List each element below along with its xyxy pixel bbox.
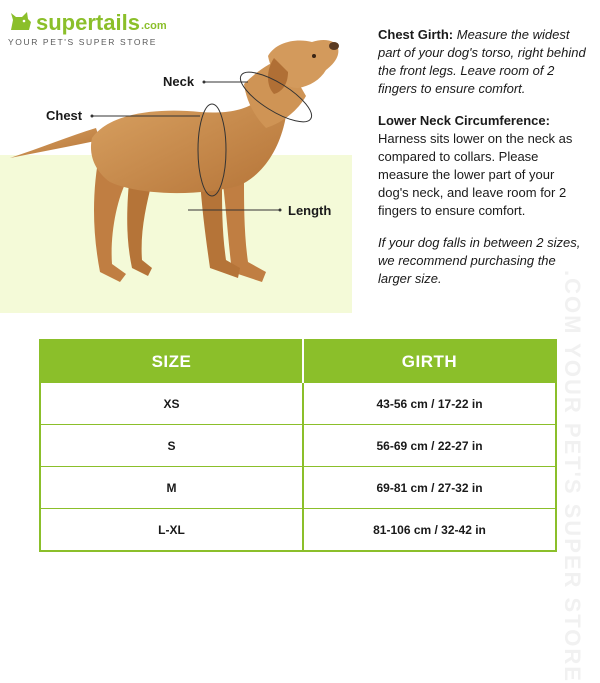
length-label: Length bbox=[288, 203, 332, 218]
chest-girth-text: Measure the widest part of your dog's torso, right behind the front legs. Leave room of 2 fingers to ensure comfort. bbox=[378, 27, 586, 96]
size-cell: M bbox=[40, 467, 303, 509]
chest-label: Chest bbox=[46, 108, 83, 123]
size-note-text: If your dog falls in between 2 sizes, we recommend purchasing the larger size. bbox=[378, 235, 581, 286]
table-row bbox=[40, 467, 556, 509]
neck-text: Harness sits lower on the neck as compared to collars. Please measure the lower part of your dog's neck, and leave room for 2 fingers to ensure comfort. bbox=[378, 131, 573, 218]
chest-girth-title: Chest Girth: bbox=[378, 27, 454, 42]
neck-label: Neck bbox=[163, 74, 195, 89]
girth-column-header: GIRTH bbox=[303, 340, 556, 383]
size-cell: XS bbox=[40, 383, 303, 425]
size-column-header: SIZE bbox=[40, 340, 303, 383]
dog-illustration bbox=[0, 0, 360, 320]
dog-tail bbox=[10, 128, 100, 158]
logo-tagline: YOUR PET'S SUPER STORE bbox=[8, 37, 158, 47]
table-row bbox=[40, 425, 556, 467]
girth-cell: 69-81 cm / 27-32 in bbox=[303, 467, 556, 509]
watermark: .COM YOUR PET'S SUPER STORE bbox=[560, 270, 585, 683]
girth-cell: 56-69 cm / 22-27 in bbox=[303, 425, 556, 467]
size-chart-table bbox=[39, 339, 557, 552]
neck-title: Lower Neck Circumference: bbox=[378, 113, 550, 128]
measurement-instructions bbox=[378, 26, 586, 302]
size-cell: S bbox=[40, 425, 303, 467]
size-cell: L-XL bbox=[40, 509, 303, 552]
table-row bbox=[40, 383, 556, 425]
logo-domain: .com bbox=[140, 20, 167, 32]
table-header-row bbox=[40, 340, 556, 383]
logo-wordmark: supertails bbox=[36, 10, 140, 35]
chest-girth-instruction bbox=[378, 26, 586, 98]
neck-instruction bbox=[378, 112, 586, 220]
girth-cell: 81-106 cm / 32-42 in bbox=[373, 522, 486, 537]
girth-cell: 43-56 cm / 17-22 in bbox=[303, 383, 556, 425]
table-row bbox=[40, 509, 556, 552]
size-note bbox=[378, 234, 586, 288]
